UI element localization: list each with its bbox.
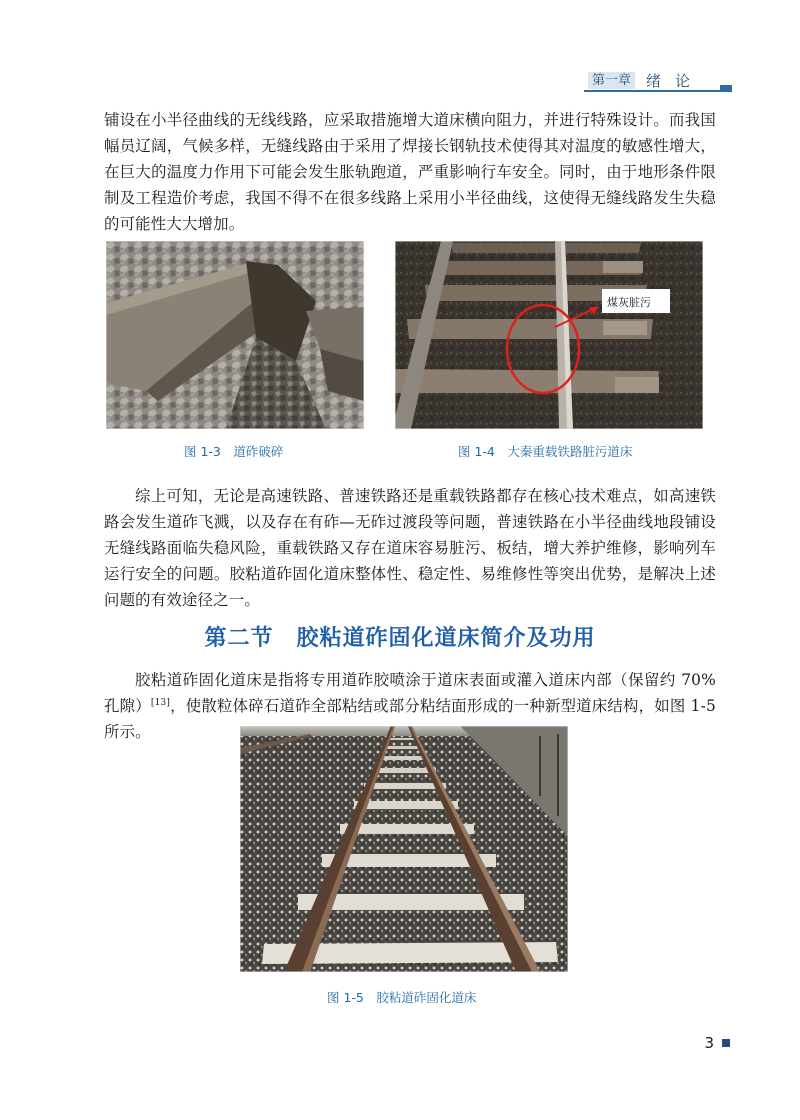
figure-1-3-photo: [106, 241, 364, 429]
section-title: 第二节 胶粘道砟固化道床简介及功用: [204, 626, 596, 651]
figure-1-3-caption: 图 1-3 道砟破碎: [184, 444, 284, 459]
paragraph-3-tail: ，使散粒体碎石道砟全部粘结或部分粘结面形成的一种新型道床结构，如图 1-5 所示。: [104, 697, 717, 741]
header-rule: [584, 90, 730, 92]
figure-1-4-photo: [395, 241, 703, 429]
page-number: [704, 1034, 730, 1052]
page-number-marker: [722, 1039, 730, 1047]
chapter-title: 绪论: [646, 72, 705, 90]
header-rule-block: [720, 85, 732, 92]
figure-1-5-caption: 图 1-5 胶粘道砟固化道床: [327, 990, 477, 1005]
body-paragraph-2: 综上可知，无论是高速铁路、普速铁路还是重载铁路都存在核心技术难点，如高速铁路会发生道砟飞溅，以及存在有砟—无砟过渡段等问题，普速铁路在小半径曲线地段铺设无缝线路面临失稳风险，重载铁路又存在道床容易脏污、板结，增大养护维修，影响列车运行安全的问题。胶粘道砟固化道床整体性、稳定性、易维修性等突出优势，是解决上述问题的有效途径之一。: [104, 487, 716, 609]
figure-1-5-photo: [240, 726, 568, 972]
reference-marker: [13]: [150, 697, 171, 708]
running-header: [584, 66, 730, 92]
paragraph-3-main: 胶粘道砟固化道床是指将专用道砟胶喷涂于道床表面或灌入道床内部（保留约 70%孔隙）: [104, 671, 716, 715]
dirt-annotation-label: 煤灰脏污: [607, 296, 651, 309]
chapter-label: 第一章: [588, 72, 635, 89]
figure-1-4-caption: 图 1-4 大秦重载铁路脏污道床: [458, 444, 633, 459]
page-number-value: 3: [704, 1034, 714, 1052]
body-paragraph-1: 铺设在小半径曲线的无线线路，应采取措施增大道床横向阻力，并进行特殊设计。而我国幅员辽阔，气候多样，无缝线路由于采用了焊接长钢轨技术使得其对温度的敏感性增大，在巨大的温度力作用下可能会发生胀轨跑道，严重影响行车安全。同时，由于地形条件限制及工程造价考虑，我国不得不在很多线路上采用小半径曲线，这使得无缝线路发生失稳的可能性大大增加。: [104, 111, 716, 233]
